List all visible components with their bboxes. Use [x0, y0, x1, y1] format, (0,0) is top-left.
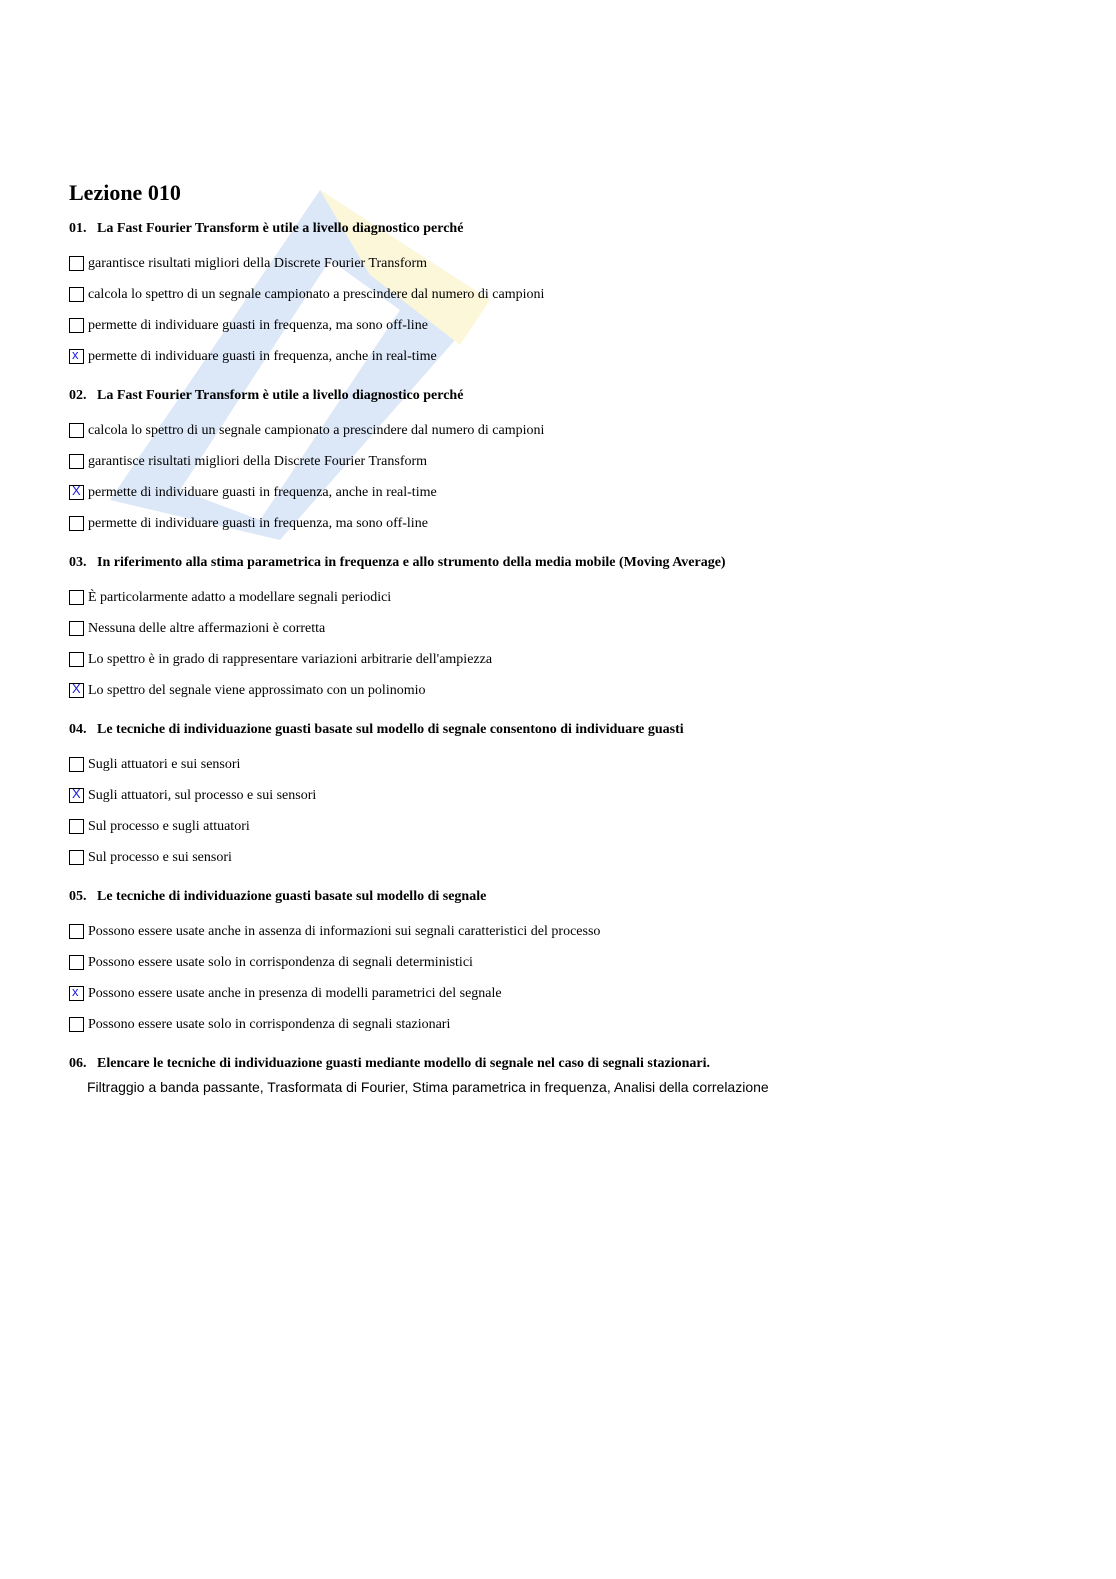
question-number: 05. [69, 889, 87, 904]
question-3 [69, 553, 1049, 706]
document-page [69, 178, 1049, 1112]
question-header [69, 219, 1049, 239]
question-number: 06. [69, 1056, 87, 1071]
answer-option[interactable] [69, 446, 1049, 477]
answer-checkbox[interactable] [69, 924, 84, 939]
check-mark: X [72, 483, 81, 498]
answer-checkbox[interactable] [69, 287, 84, 302]
answer-option[interactable] [69, 582, 1049, 613]
question-number: 02. [69, 388, 87, 403]
answer-option[interactable] [69, 916, 1049, 947]
answer-checkbox[interactable] [69, 423, 84, 438]
check-mark: X [72, 681, 81, 696]
answer-checkbox[interactable] [69, 516, 84, 531]
question-number: 01. [69, 221, 87, 236]
answer-text: Filtraggio a banda passante, Trasformata di Fourier, Stima parametrica in frequenza, Analisi della correlazione [87, 1079, 769, 1095]
answer-checkbox[interactable] [69, 788, 84, 803]
answer-option[interactable] [69, 508, 1049, 539]
question-text: La Fast Fourier Transform è utile a livello diagnostico perché [97, 221, 464, 236]
answer-checkbox[interactable] [69, 590, 84, 605]
question-text: In riferimento alla stima parametrica in frequenza e allo strumento della media mobile (Moving Average) [97, 555, 726, 570]
check-mark: x [72, 347, 79, 362]
answer-option[interactable] [69, 248, 1049, 279]
option-label: permette di individuare guasti in frequenza, anche in real-time [88, 484, 437, 500]
option-label: calcola lo spettro di un segnale campionato a prescindere dal numero di campioni [88, 422, 545, 438]
option-label: Possono essere usate anche in presenza di modelli parametrici del segnale [88, 985, 502, 1001]
answer-option[interactable] [69, 477, 1049, 508]
option-label: Possono essere usate solo in corrispondenza di segnali deterministici [88, 954, 473, 970]
answer-option[interactable] [69, 978, 1049, 1009]
answer-checkbox[interactable] [69, 955, 84, 970]
answer-checkbox[interactable] [69, 986, 84, 1001]
question-text: Elencare le tecniche di individuazione guasti mediante modello di segnale nel caso di segnali stazionari. [97, 1056, 711, 1071]
open-question [69, 1054, 1049, 1098]
answer-option[interactable] [69, 947, 1049, 978]
answer-checkbox[interactable] [69, 621, 84, 636]
answer-checkbox[interactable] [69, 349, 84, 364]
question-header [69, 887, 1049, 907]
answer-checkbox[interactable] [69, 757, 84, 772]
question-number: 04. [69, 722, 87, 737]
answer-option[interactable] [69, 749, 1049, 780]
option-label: Sugli attuatori e sui sensori [88, 756, 241, 772]
option-label: garantisce risultati migliori della Discrete Fourier Transform [88, 255, 428, 271]
answer-option[interactable] [69, 415, 1049, 446]
answer-checkbox[interactable] [69, 1017, 84, 1032]
question-list [69, 219, 1049, 1040]
question-1 [69, 219, 1049, 372]
answer-checkbox[interactable] [69, 819, 84, 834]
option-label: permette di individuare guasti in frequenza, ma sono off-line [88, 515, 428, 531]
answer-checkbox[interactable] [69, 850, 84, 865]
answer-option[interactable] [69, 310, 1049, 341]
question-text: Le tecniche di individuazione guasti basate sul modello di segnale consentono di individuare guasti [97, 722, 684, 737]
option-label: Sul processo e sugli attuatori [88, 818, 250, 834]
answer-option[interactable] [69, 1009, 1049, 1040]
answer-option[interactable] [69, 780, 1049, 811]
option-label: permette di individuare guasti in frequenza, ma sono off-line [88, 317, 428, 333]
option-label: È particolarmente adatto a modellare segnali periodici [88, 589, 392, 605]
check-mark: x [72, 984, 79, 999]
answer-checkbox[interactable] [69, 256, 84, 271]
option-label: Possono essere usate solo in corrispondenza di segnali stazionari [88, 1016, 451, 1032]
question-text: La Fast Fourier Transform è utile a livello diagnostico perché [97, 388, 464, 403]
question-header [69, 553, 1049, 573]
question-number: 03. [69, 555, 87, 570]
option-label: Nessuna delle altre affermazioni è corretta [88, 620, 326, 636]
answer-checkbox[interactable] [69, 485, 84, 500]
question-4 [69, 720, 1049, 873]
check-mark: X [72, 786, 81, 801]
answer-checkbox[interactable] [69, 652, 84, 667]
question-5 [69, 887, 1049, 1040]
question-header [69, 386, 1049, 406]
question-header [69, 1054, 1049, 1074]
option-label: permette di individuare guasti in frequenza, anche in real-time [88, 348, 437, 364]
option-label: Possono essere usate anche in assenza di informazioni sui segnali caratteristici del processo [88, 923, 601, 939]
option-label: calcola lo spettro di un segnale campionato a prescindere dal numero di campioni [88, 286, 545, 302]
answer-option[interactable] [69, 811, 1049, 842]
answer-option[interactable] [69, 613, 1049, 644]
option-label: Lo spettro del segnale viene approssimato con un polinomio [88, 682, 426, 698]
option-label: Sugli attuatori, sul processo e sui sensori [88, 787, 317, 803]
option-label: Lo spettro è in grado di rappresentare variazioni arbitrarie dell'ampiezza [88, 651, 493, 667]
answer-option[interactable] [69, 644, 1049, 675]
answer-option[interactable] [69, 842, 1049, 873]
option-label: garantisce risultati migliori della Discrete Fourier Transform [88, 453, 428, 469]
page-title: Lezione 010 [69, 180, 181, 205]
answer-checkbox[interactable] [69, 318, 84, 333]
answer-checkbox[interactable] [69, 454, 84, 469]
answer-option[interactable] [69, 675, 1049, 706]
question-header [69, 720, 1049, 740]
answer-checkbox[interactable] [69, 683, 84, 698]
question-2 [69, 386, 1049, 539]
question-text: Le tecniche di individuazione guasti basate sul modello di segnale [97, 889, 487, 904]
answer-option[interactable] [69, 279, 1049, 310]
answer-option[interactable] [69, 341, 1049, 372]
option-label: Sul processo e sui sensori [88, 849, 232, 865]
